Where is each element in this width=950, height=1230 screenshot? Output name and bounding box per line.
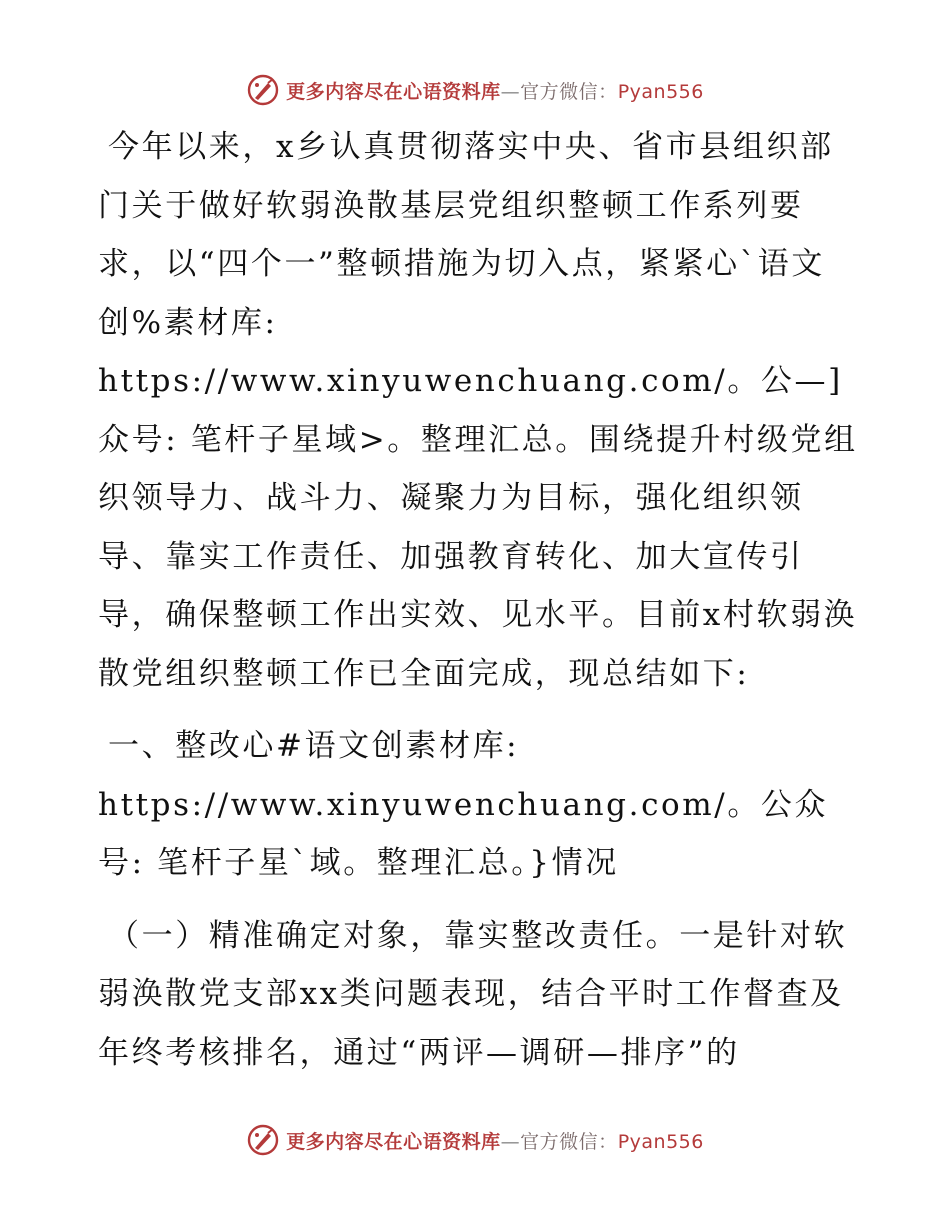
paragraph-intro: 今年以来，x乡认真贯彻落实中央、省市县组织部门关于做好软弱涣散基层党组织整顿工作系列要求，以“四个一”整顿措施为切入点，紧紧心`语文创%素材库: https://www.xinyuwenchuang.com/。公—]众号: 笔杆子星域>。整理汇总。围绕提升村级党组织领导力、战斗力、凝聚力为目标，强化组织领导、靠实工作责任、加强教育转化、加大宣传引导，确保整顿工作出实效、见水平。目前x村软弱涣散党组织整顿工作已全面完成，现总结如下: [98,129,858,692]
banner-wechat-label: 官方微信： [520,80,618,103]
section-heading-1: 一、整改心#语文创素材库: https://www.xinyuwenchuang.com/。公众号: 笔杆子星`域。整理汇总。}情况 [98,728,829,881]
footer-separator: — [500,1130,521,1153]
quill-pen-logo-icon [246,1123,280,1157]
banner-main-text: 更多内容尽在心语资料库 [286,80,501,103]
banner-separator: — [500,80,521,103]
footer-wechat-id: Pyan556 [617,1130,704,1153]
quill-pen-logo-icon [246,73,280,107]
paragraph-subsection-1: （一）精准确定对象，靠实整改责任。一是针对软弱涣散党支部xx类问题表现，结合平时工作督查及年终考核排名，通过“两评—调研—排序”的 [98,917,848,1071]
footer-banner [0,1120,950,1160]
header-banner [0,70,950,110]
banner-wechat-id: Pyan556 [617,80,704,103]
document-body [98,118,858,1090]
footer-main-text: 更多内容尽在心语资料库 [286,1130,501,1153]
footer-wechat-label: 官方微信： [520,1130,618,1153]
